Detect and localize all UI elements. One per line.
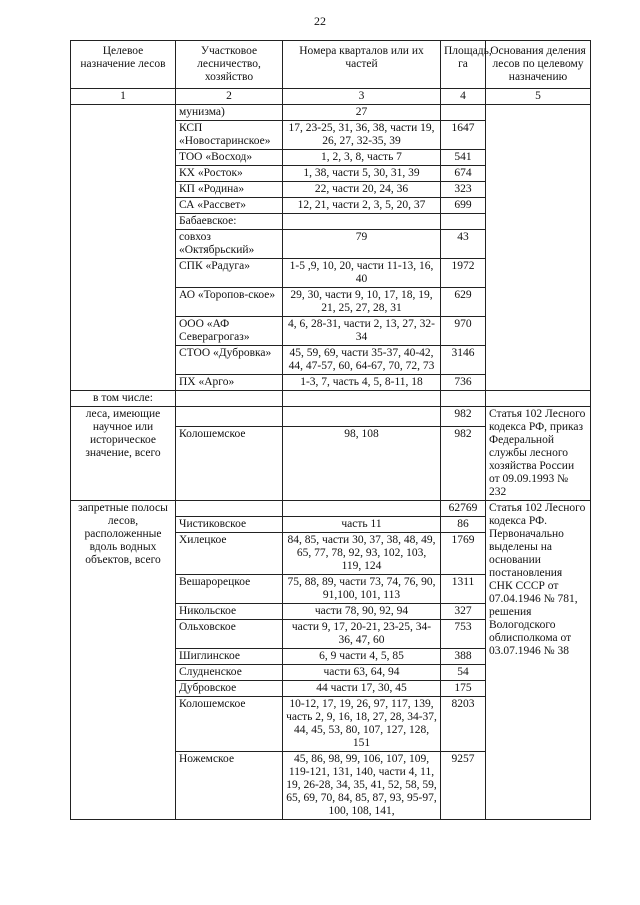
forestry-cell: СТОО «Дубровка» [176, 346, 283, 375]
area-cell: 86 [441, 517, 486, 533]
col-number: 3 [283, 89, 441, 105]
quarters-cell: 1, 2, 3, 8, часть 7 [283, 150, 441, 166]
forestry-cell: КП «Родина» [176, 182, 283, 198]
forestry-cell: совхоз «Октябрьский» [176, 230, 283, 259]
table-row [71, 407, 591, 427]
quarters-cell: части 63, 64, 94 [283, 665, 441, 681]
header-purpose: Целевое назначение лесов [71, 41, 176, 89]
quarters-cell: 17, 23-25, 31, 36, 38, части 19, 26, 27, 32-35, 39 [283, 121, 441, 150]
header-area: Площадь, га [441, 41, 486, 89]
area-cell: 54 [441, 665, 486, 681]
area-cell: 8203 [441, 697, 486, 752]
including-label: в том числе: [71, 391, 176, 407]
quarters-cell: части 78, 90, 92, 94 [283, 604, 441, 620]
area-cell: 323 [441, 182, 486, 198]
quarters-cell: 45, 59, 69, части 35-37, 40-42, 44, 47-57, 60, 64-67, 70, 72, 73 [283, 346, 441, 375]
page-number: 22 [314, 14, 326, 28]
quarters-cell: 12, 21, части 2, 3, 5, 20, 37 [283, 198, 441, 214]
quarters-cell: 1-3, 7, часть 4, 5, 8-11, 18 [283, 375, 441, 391]
area-cell: 982 [441, 427, 486, 501]
area-cell: 970 [441, 317, 486, 346]
quarters-cell: 10-12, 17, 19, 26, 97, 117, 139, часть 2, 9, 16, 18, 27, 28, 34-37, 44, 45, 53, 80, 107, 127, 128, 151 [283, 697, 441, 752]
quarters-cell: 75, 88, 89, части 73, 74, 76, 90, 91,100, 101, 113 [283, 575, 441, 604]
col-number: 5 [486, 89, 591, 105]
col-number: 1 [71, 89, 176, 105]
total-area-cell: 62769 [441, 501, 486, 517]
forestry-cell: ООО «АФ Северагрогаз» [176, 317, 283, 346]
column-number-row [71, 89, 591, 105]
forestry-cell: Чистиковское [176, 517, 283, 533]
table-row [71, 105, 591, 121]
quarters-cell: 44 части 17, 30, 45 [283, 681, 441, 697]
area-cell: 1311 [441, 575, 486, 604]
area-cell [441, 214, 486, 230]
quarters-cell: 98, 108 [283, 427, 441, 501]
area-cell: 674 [441, 166, 486, 182]
forestry-cell: Ножемское [176, 752, 283, 820]
forestry-cell: АО «Торопов-ское» [176, 288, 283, 317]
quarters-cell: 1, 38, части 5, 30, 31, 39 [283, 166, 441, 182]
forestry-cell: Шиглинское [176, 649, 283, 665]
purpose-cell: запретные полосы лесов, расположенные вдоль водных объектов, всего [71, 501, 176, 820]
table-row [71, 501, 591, 517]
forestry-cell: мунизма) [176, 105, 283, 121]
forestry-cell: Вешарорецкое [176, 575, 283, 604]
quarters-cell: 29, 30, части 9, 10, 17, 18, 19, 21, 25, 27, 28, 31 [283, 288, 441, 317]
forestry-cell: Никольское [176, 604, 283, 620]
area-cell: 1972 [441, 259, 486, 288]
quarters-cell: 1-5 ,9, 10, 20, части 11-13, 16, 40 [283, 259, 441, 288]
forestry-cell: КХ «Росток» [176, 166, 283, 182]
forestry-cell: Колошемское [176, 427, 283, 501]
purpose-cell-empty [71, 105, 176, 391]
quarters-cell: 45, 86, 98, 99, 106, 107, 109, 119-121, 131, 140, части 4, 11, 19, 26-28, 34, 35, 41, 52, 58, 59, 65, 69, 70, 84, 85, 87, 93, 95-97, 100, 108, 141, [283, 752, 441, 820]
area-cell: 753 [441, 620, 486, 649]
forestry-cell: Слудненское [176, 665, 283, 681]
quarters-cell: 6, 9 части 4, 5, 85 [283, 649, 441, 665]
area-cell: 3146 [441, 346, 486, 375]
quarters-cell: части 9, 17, 20-21, 23-25, 34-36, 47, 60 [283, 620, 441, 649]
basis-cell: Статья 102 Лесного кодекса РФ, приказ Федеральной службы лесного хозяйства России от 09.09.1993 № 232 [486, 407, 591, 501]
area-cell: 541 [441, 150, 486, 166]
area-cell: 9257 [441, 752, 486, 820]
area-cell: 736 [441, 375, 486, 391]
basis-cell-empty [486, 105, 591, 391]
basis-cell: Статья 102 Лесного кодекса РФ. Первоначально выделены на основании постановления СНК СССР от 07.04.1946 № 781, решения Вологодского облисполкома от 03.07.1946 № 38 [486, 501, 591, 820]
col-number: 2 [176, 89, 283, 105]
total-area-cell: 982 [441, 407, 486, 427]
forestry-cell: ТОО «Восход» [176, 150, 283, 166]
forestry-cell: Хилецкое [176, 533, 283, 575]
area-cell: 43 [441, 230, 486, 259]
quarters-cell: 27 [283, 105, 441, 121]
header-quarters: Номера кварталов или их частей [283, 41, 441, 89]
quarters-cell [283, 214, 441, 230]
quarters-cell: 79 [283, 230, 441, 259]
forestry-cell: СПК «Радуга» [176, 259, 283, 288]
area-cell: 1769 [441, 533, 486, 575]
forest-purpose-table [70, 40, 591, 820]
forestry-cell: Бабаевское: [176, 214, 283, 230]
quarters-cell: 4, 6, 28-31, части 2, 13, 27, 32-34 [283, 317, 441, 346]
forestry-cell: ПХ «Арго» [176, 375, 283, 391]
area-cell: 175 [441, 681, 486, 697]
forestry-cell: Колошемское [176, 697, 283, 752]
quarters-cell: часть 11 [283, 517, 441, 533]
header-forestry: Участковое лесничество, хозяйство [176, 41, 283, 89]
header-basis: Основания деления лесов по целевому назначению [486, 41, 591, 89]
area-cell: 699 [441, 198, 486, 214]
area-cell: 327 [441, 604, 486, 620]
area-cell: 388 [441, 649, 486, 665]
forestry-cell: Дубровское [176, 681, 283, 697]
forestry-cell: СА «Рассвет» [176, 198, 283, 214]
area-cell: 1647 [441, 121, 486, 150]
forestry-cell: КСП «Новостаринское» [176, 121, 283, 150]
including-row [71, 391, 591, 407]
col-number: 4 [441, 89, 486, 105]
forestry-cell: Ольховское [176, 620, 283, 649]
area-cell [441, 105, 486, 121]
area-cell: 629 [441, 288, 486, 317]
quarters-cell: 84, 85, части 30, 37, 38, 48, 49, 65, 77, 78, 92, 93, 102, 103, 119, 124 [283, 533, 441, 575]
header-row [71, 41, 591, 89]
purpose-cell: леса, имеющие научное или историческое значение, всего [71, 407, 176, 501]
quarters-cell: 22, части 20, 24, 36 [283, 182, 441, 198]
